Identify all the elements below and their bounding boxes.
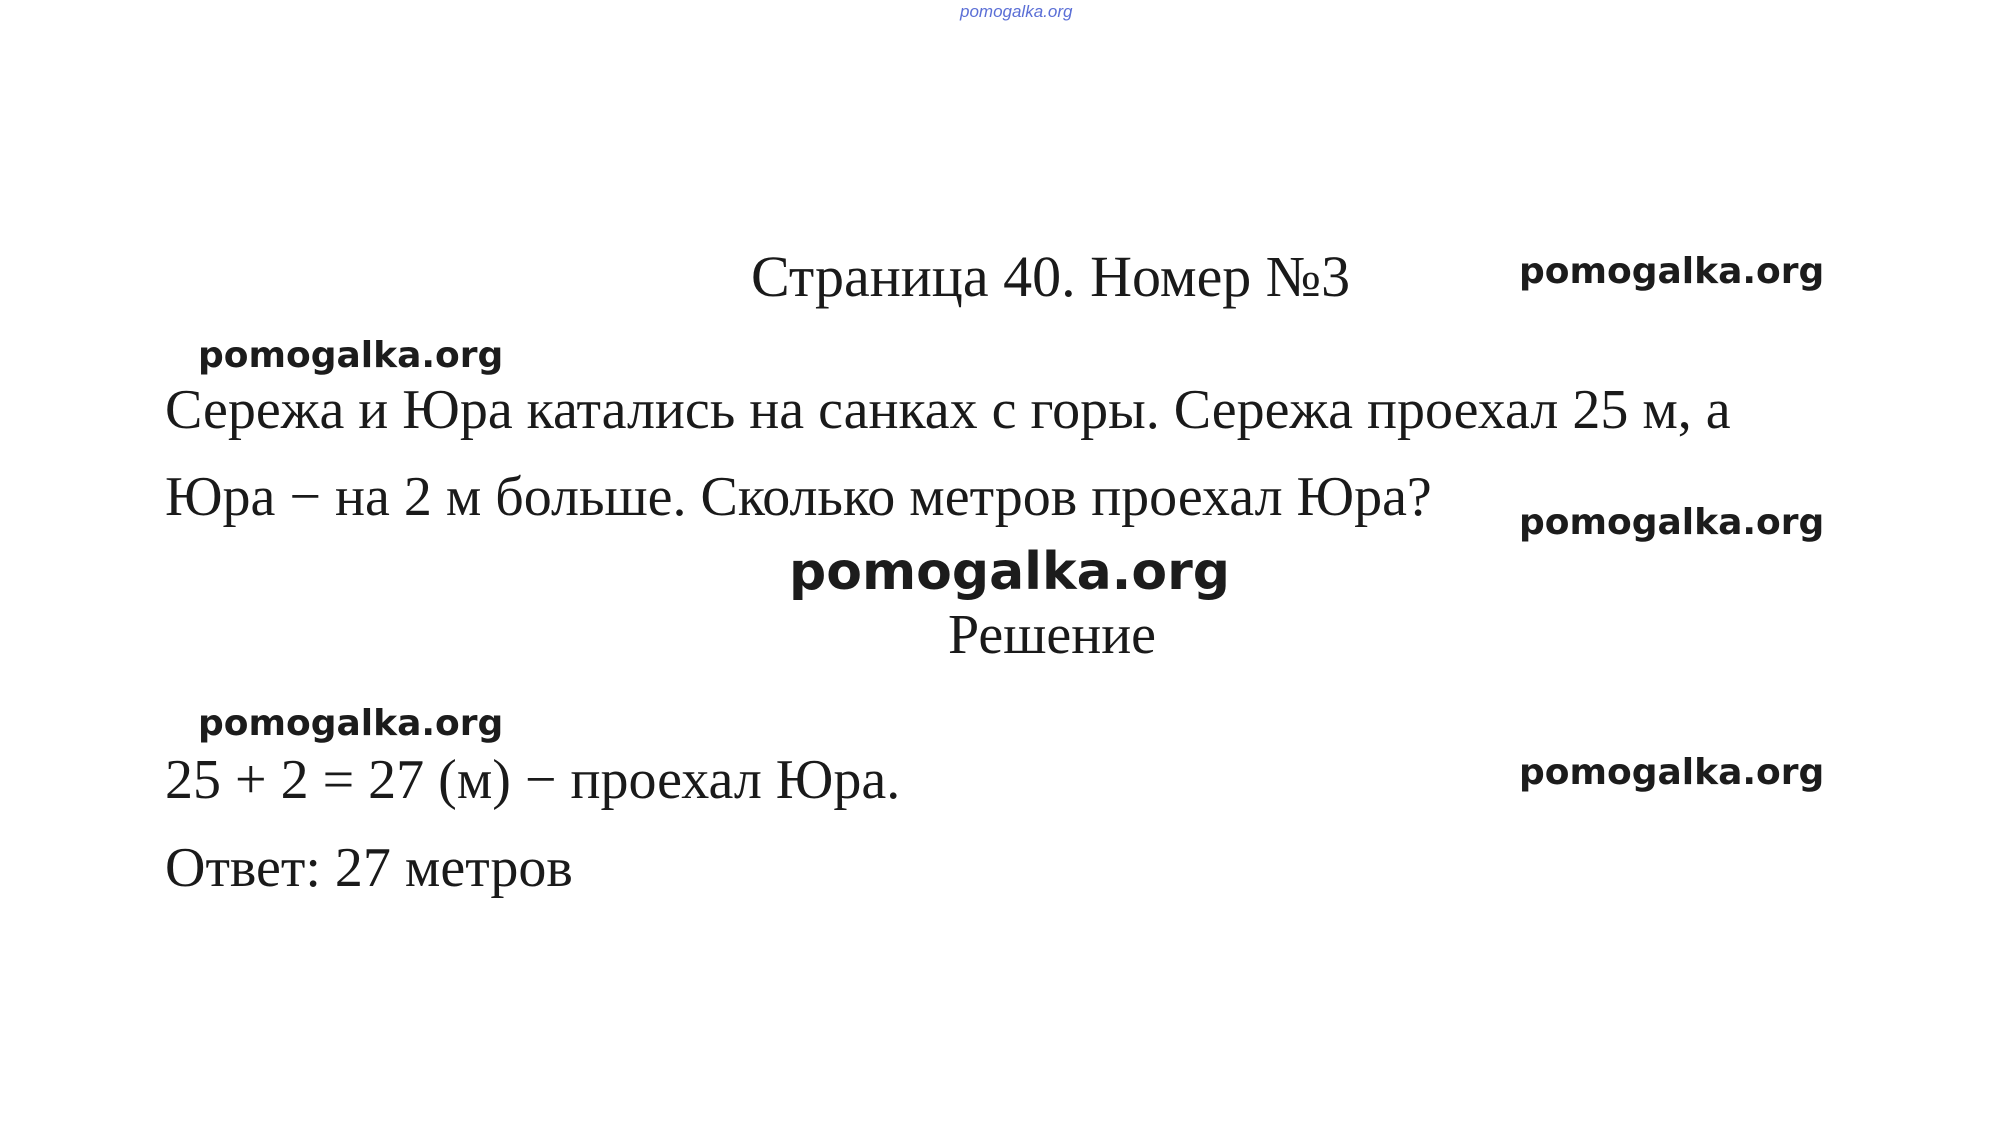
page-title: Страница 40. Номер №3 — [751, 244, 1351, 309]
solution-heading: Решение — [948, 604, 1157, 666]
watermark: pomogalka.org — [198, 703, 504, 744]
problem-text-line-1: Сережа и Юра катались на санках с горы. Сережа проехал 25 м, а — [165, 379, 1731, 441]
problem-text-line-2: Юра − на 2 м больше. Сколько метров проехал Юра? — [165, 466, 1432, 528]
watermark: pomogalka.org — [1519, 502, 1825, 543]
watermark: pomogalka.org — [789, 542, 1231, 602]
solution-calculation: 25 + 2 = 27 (м) − проехал Юра. — [165, 749, 901, 811]
solution-answer: Ответ: 27 метров — [165, 837, 573, 899]
watermark: pomogalka.org — [1519, 752, 1825, 793]
top-site-link[interactable]: pomogalka.org — [960, 2, 1073, 21]
watermark: pomogalka.org — [198, 335, 504, 376]
watermark: pomogalka.org — [1519, 251, 1825, 292]
